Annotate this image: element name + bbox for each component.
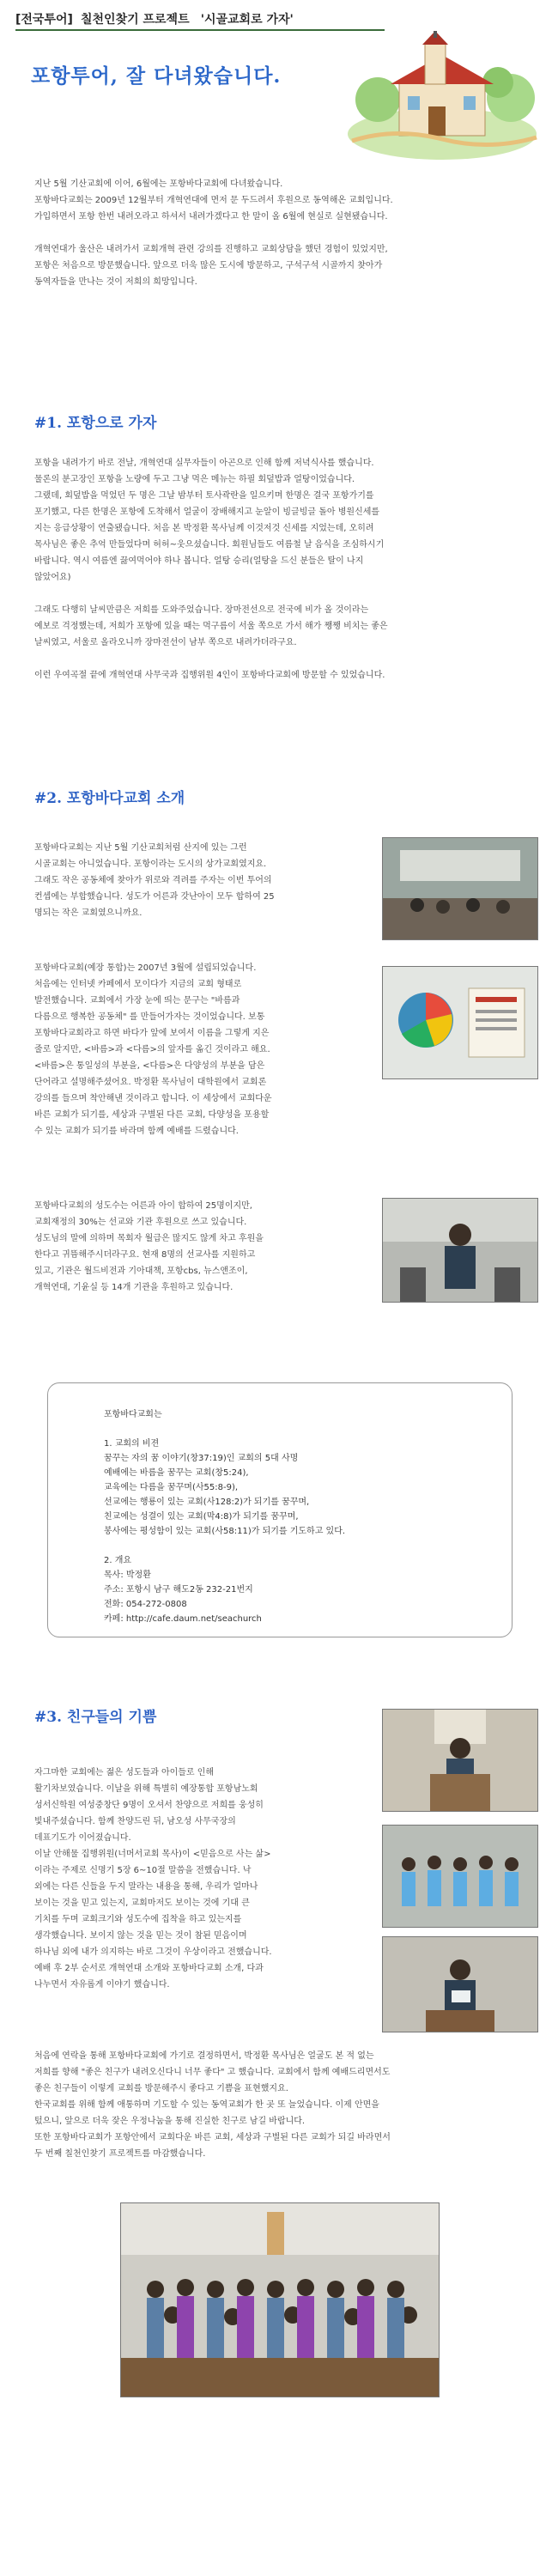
s3-line: 기치를 두며 교회크기와 성도수에 집착을 하고 있는지를 (34, 1915, 242, 1924)
s1-line: 그랬데, 회덮밥을 먹었던 두 명은 그날 밤부터 토사곽란을 일으키며 한명은 결국 포항가기를 (34, 491, 374, 501)
church-illustration-icon (343, 31, 541, 160)
s3-line: 저희를 향해 "좋은 친구가 내려오신다니 너무 좋다" 고 했습니다. 교회에서 함께 예배드리면서도 (34, 2068, 391, 2077)
header-subtitle: '시골교회로 가자' (200, 13, 294, 27)
group-photo (120, 2202, 440, 2397)
info-line: 교육에는 다름을 꿈꾸며(사55:8-9), (104, 1483, 239, 1492)
s1-line: 않았어요) (34, 573, 71, 582)
s2-line: <바름>은 통일성의 부분을, <다름>은 다양성의 부분을 담은 (34, 1061, 265, 1071)
intro-line: 동역자들을 만나는 것이 저희의 희망입니다. (34, 277, 197, 287)
s1-line: 그래도 다행히 날씨만큼은 저희를 도와주었습니다. 장마전선으로 전국에 비가 올 것이라는 (34, 605, 369, 615)
s1-line: 지는 응급상황이 연출됐습니다. 처음 본 박정환 목사님께 이것저것 신세를 지었는데, 오히려 (34, 524, 374, 533)
section2-block1 (34, 840, 369, 921)
intro-line: 가입하면서 포항 한번 내려오라고 하셔서 내려가겠다고 한 말이 올 6월에 현실로 실현됐습니다. (34, 212, 388, 222)
section2-block3 (34, 1198, 369, 1296)
s2-line: 포항바다교회(예장 통합)는 2007년 3월에 설립되었습니다. (34, 963, 257, 973)
s1-line: 바랍니다. 역시 여름엔 끓여먹어야 하나 봅니다. 얼탕 승리(얼탕을 드신 분들은 탈이 나지 (34, 556, 364, 566)
s2-line: 다름으로 행복한 공동체" 를 만들어가자는 것이었습니다. 보통 (34, 1012, 265, 1022)
intro-line: 포항은 처음으로 방문했습니다. 앞으로 더욱 많은 도시에 방문하고, 구석구석 시골까지 찾아가 (34, 261, 383, 270)
info-line (104, 1422, 490, 1437)
s3-line: 좋은 친구들이 이렇게 교회를 방문해주시 좋다고 기쁨을 표현했지요. (34, 2084, 288, 2093)
s2-line: 개혁연대, 기윤실 등 14개 기관을 후원하고 있습니다. (34, 1283, 234, 1292)
info-line: 선교에는 행룡이 있는 교회(사128:2)가 되기를 꿈꾸며, (104, 1498, 310, 1507)
info-line: 2. 개요 (104, 1556, 132, 1565)
intro-text (34, 176, 524, 290)
choir-photo (382, 1825, 538, 1928)
s3-line: 보이는 것을 믿고 있는지, 교회마저도 보이는 것에 기대 큰 (34, 1899, 250, 1908)
s3-line: 예배 후 2부 순서로 개혁연대 소개와 포항바다교회 소개, 다과 (34, 1964, 264, 1973)
s3-line: 처음에 연락을 통해 포항바다교회에 가기로 결정하면서, 박정환 목사님은 얼굴도 본 적 없는 (34, 2051, 374, 2061)
section2-title: #2. 포항바다교회 소개 (34, 790, 185, 807)
info-line: 목사: 박정환 (104, 1571, 151, 1580)
info-line: 예배에는 바름을 꿈꾸는 교회(창5:24), (104, 1468, 249, 1478)
s2-line: 강의를 들으며 착안해낸 것이라고 합니다. 이 세상에서 교회다운 (34, 1094, 272, 1103)
section3-block1 (34, 1765, 373, 1993)
s2-line: 그래도 작은 공동체에 찾아가 위로와 격려를 주자는 이번 투어의 (34, 876, 272, 885)
s1-line: 포항을 내려가기 바로 전날, 개혁연대 실무자들이 아곤으로 인해 함께 저녁식사를 했습니다. (34, 459, 374, 468)
s1-line: 목사님은 좋은 추억 만들었다며 허허~웃으셨습니다. 회원님들도 여름철 날 음식을 조심하시기 (34, 540, 385, 550)
section1-title: #1. 포항으로 가자 (34, 415, 157, 432)
header-category: [전국투어] (15, 13, 73, 27)
s2-line: 시골교회는 아니었습니다. 포항이라는 도시의 상가교회였지요. (34, 860, 267, 869)
s1-line (34, 586, 532, 602)
info-line: 꿈꾸는 자의 꿈 이야기(창37:19)인 교회의 5대 사명 (104, 1454, 299, 1463)
intro-line: 포항바다교회는 2009년 12월부터 개혁연대에 면저 문 두드려서 후원으로 동역해온 교회입니다. (34, 196, 393, 205)
info-line: 전화: 054-272-0808 (104, 1600, 187, 1609)
s3-line: 하나님 외에 내가 의지하는 바로 그것이 우상이라고 전했습니다. (34, 1947, 272, 1957)
s1-line: 물론의 분고장인 포항을 노량에 두고 그냥 먹은 메뉴는 하필 회덮밥과 얼탕이었습니다. (34, 475, 355, 484)
section3-title: #3. 친구들의 기쁨 (34, 1709, 157, 1726)
s3-line: 외에는 다른 신들을 두지 말라는 내용을 통해, 우리가 얼마나 (34, 1882, 258, 1892)
info-line: 카페: http://cafe.daum.net/seachurch (104, 1614, 262, 1624)
s2-line: 포항바다교회라고 하면 바다가 앞에 보여서 이름을 그렇게 지은 (34, 1029, 270, 1038)
section3-block2 (34, 2048, 541, 2162)
s2-line: 줄로 알지만, <바름>과 <다름>의 앞자를 옮긴 것이라고 해요. (34, 1045, 270, 1054)
s2-line: 명되는 작은 교회였으니까요. (34, 908, 143, 918)
intro-line: 지난 5월 기산교회에 이어, 6월에는 포항바다교회에 다녀왔습니다. (34, 179, 283, 189)
pastor-speaking-photo (382, 1198, 538, 1303)
s2-line: 교회재정의 30%는 선교와 기관 후원으로 쓰고 있습니다. (34, 1218, 247, 1227)
s2-line: 컨셉에는 부합했습니다. 성도가 어른과 갓난아이 모두 합하여 25 (34, 892, 275, 902)
section2-block2 (34, 960, 369, 1139)
s1-line: 이런 우여곡절 끝에 개혁연대 사무국과 집행위원 4인이 포항바다교회에 방문할 수 있었습니다. (34, 671, 385, 680)
s3-line: 텄으니, 앞으로 더욱 잦은 우정나눔을 통해 진실한 친구로 남길 바랍니다. (34, 2117, 306, 2126)
intro-line: 개혁연대가 울산은 내려가서 교회개혁 관련 강의를 진행하고 교회상담을 했던 경험이 있었지만, (34, 245, 388, 254)
s1-line: 예보로 걱정했는데, 저희가 포항에 있을 때는 먹구름이 서울 쪽으로 가서 해가 쨍쨍 비치는 좋은 (34, 622, 388, 631)
s3-line: 이날 안해물 집행위원(너머서교회 목사)이 <믿음으로 사는 삶> (34, 1850, 271, 1859)
s2-line: 단어라고 설명해주셨어요. 박정환 목사님이 대학원에서 교회론 (34, 1078, 267, 1087)
s1-line: 포기했고, 다른 한명은 포항에 도착해서 얼굴이 장배해지고 눈알이 빙글빙글 돌아 병원신세를 (34, 507, 380, 517)
wall-banner-photo (382, 966, 538, 1079)
s3-line: 또한 포항바다교회가 포항안에서 교회다운 바른 교회, 세상과 구별된 다른 교회가 되길 바라면서 (34, 2133, 391, 2142)
header-bar (15, 10, 385, 31)
s3-line: 생각했습니다. 보이지 않는 것을 믿는 것이 참된 믿음이며 (34, 1931, 247, 1941)
s3-line: 한국교회를 위해 함께 애통하며 기도할 수 있는 동역교회가 한 곳 또 늘었습니다. 이제 안면을 (34, 2100, 379, 2110)
church-info-box (47, 1382, 513, 1637)
s3-line: 활기차보였습니다. 이날을 위해 특별히 예장통합 포항남노회 (34, 1784, 258, 1794)
s2-line: 바른 교회가 되기를, 세상과 구별된 다른 교회, 다양성을 포용할 (34, 1110, 270, 1120)
s2-line: 처음에는 인터넷 카페에서 모이다가 지금의 교회 형태로 (34, 980, 242, 989)
s3-line: 자그마한 교회에는 젊은 성도들과 아이들로 인해 (34, 1768, 215, 1777)
info-text (104, 1407, 490, 1626)
preacher-photo (382, 1709, 538, 1812)
bible-reading-photo (382, 1936, 538, 2032)
info-line: 포항바다교회는 (104, 1410, 162, 1419)
s2-line: 성도님의 말에 의하며 목회자 월급은 많지도 않게 차고 후원을 (34, 1234, 264, 1243)
s1-line: 날씨였고, 서울로 올라오니까 장마전선이 남부 쪽으로 내려가더라구요. (34, 638, 297, 647)
page-headline: 포항투어, 잘 다녀왔습니다. (31, 64, 282, 88)
s2-line: 포항바다교회의 성도수는 어른과 아이 합하여 25명이지만, (34, 1201, 252, 1211)
s3-line: 데표기도가 이어졌습니다. (34, 1833, 131, 1843)
s2-line: 한다고 귀뜸해주시더라구요. 현재 8명의 선교사를 지원하고 (34, 1250, 256, 1260)
s3-line: 나누면서 자유롭게 이야기 했습니다. (34, 1980, 170, 1990)
info-line (104, 1539, 490, 1553)
header-series: 칠천인찾기 프로젝트 (81, 13, 190, 27)
intro-line (34, 225, 524, 241)
s1-line (34, 651, 532, 667)
s2-line: 발전했습니다. 교회에서 가장 눈에 띄는 문구는 "바름과 (34, 996, 240, 1005)
section1-text (34, 455, 532, 683)
s3-line: 이라는 주제로 신명기 5장 6~10절 말씀을 전했습니다. 낙 (34, 1866, 252, 1875)
info-line: 친교에는 성결이 있는 교회(막4:8)가 되기를 꿈꾸며, (104, 1512, 299, 1522)
s2-line: 포항바다교회는 지난 5월 기산교회처럼 산지에 있는 그런 (34, 843, 247, 853)
s3-line: 두 번째 칠천인찾기 프로젝트를 마감했습니다. (34, 2149, 206, 2159)
worship-photo (382, 837, 538, 940)
info-line: 주소: 포항시 남구 해도2동 232-21번지 (104, 1585, 253, 1595)
info-line: 봉사에는 평성함이 있는 교회(사58:11)가 되기를 기도하고 있다. (104, 1527, 346, 1536)
s3-line: 빛내주셨습니다. 함께 찬양드린 뒤, 남오성 사무국장의 (34, 1817, 236, 1826)
s2-line: 있고, 기관은 월드비전과 기아대책, 포항cbs, 뉴스앤조이, (34, 1267, 248, 1276)
s2-line: 수 있는 교회가 되기를 바라며 함께 예배를 드렸습니다. (34, 1127, 239, 1136)
info-line: 1. 교회의 비젼 (104, 1439, 160, 1449)
s3-line: 성서신학원 여성중창단 9명이 오셔서 찬양으로 저희를 웅성히 (34, 1801, 264, 1810)
